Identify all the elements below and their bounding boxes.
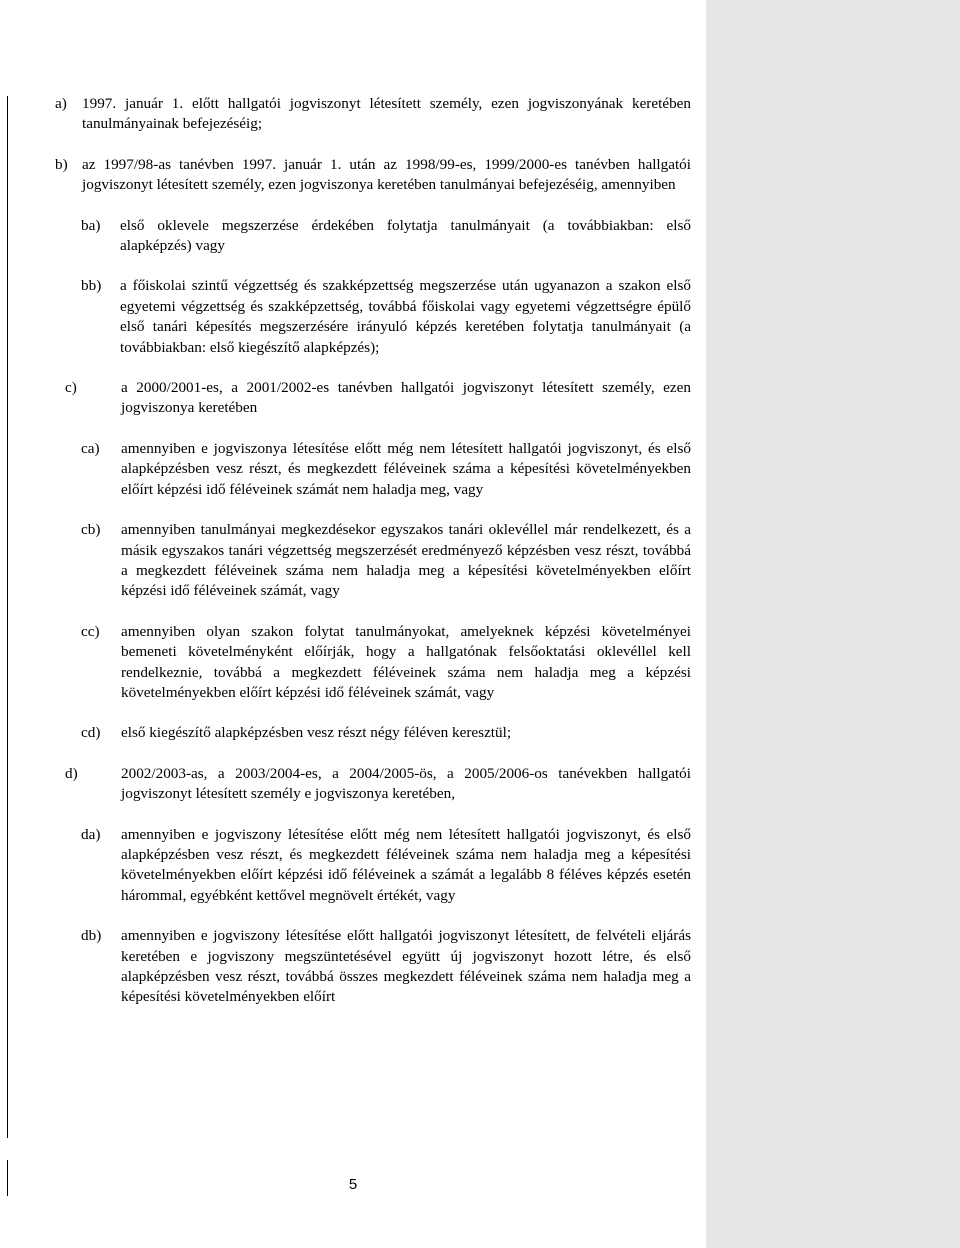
- item-label: ca): [81, 439, 100, 457]
- revision-change-bar: [7, 96, 8, 1138]
- document-body: [55, 94, 691, 1008]
- list-item-ca: [81, 439, 691, 500]
- item-text: amennyiben e jogviszony létesítése előtt hallgatói jogviszonyt létesített, de felvételi eljárás keretében e jogviszony megszüntetésével együtt új jogviszonyt hozott létre, és első alapképzésben vesz részt, továbbá összes megkezdett féléveinek száma nem haladja meg a képesítési követelményekben előírt: [121, 927, 691, 1006]
- item-label: d): [65, 764, 78, 782]
- comment-margin-panel: [706, 0, 960, 1248]
- list-item-ba: [81, 216, 691, 257]
- item-label: cb): [81, 521, 101, 539]
- item-label: c): [65, 379, 77, 397]
- item-text: amennyiben olyan szakon folytat tanulmányokat, amelyeknek képzési követelményei bemeneti követelményként előírják, hogy a hallgatónak felsőoktatási oklevéllel kell rendelkeznie, továbbá a megkezdett féléveinek száma nem haladja meg a képzési követelményekben előírt képzési idő féléveinek számát, vagy: [121, 622, 691, 701]
- list-item-db: [81, 926, 691, 1008]
- item-text: első kiegészítő alapképzésben vesz részt négy féléven keresztül;: [121, 724, 512, 742]
- item-label: ba): [81, 216, 101, 234]
- list-item-bb: [81, 276, 691, 358]
- list-item-cc: [81, 622, 691, 704]
- list-item-d: [65, 764, 691, 805]
- item-text: amennyiben e jogviszonya létesítése előtt még nem létesített hallgatói jogviszonyt, és első alapképzésben vesz részt, és megkezdett féléveinek száma a képesítési követelményekben előírt képzési idő féléveinek számát nem haladja meg, vagy: [121, 439, 691, 498]
- list-item-a: [55, 94, 691, 135]
- list-item-cd: [81, 723, 691, 743]
- item-text: amennyiben e jogviszony létesítése előtt még nem létesített hallgatói jogviszonyt, és első alapképzésben vesz részt, és megkezdett féléveinek száma nem haladja meg a képesítési követelményekben előírt képzési idő féléveinek a számát a legalább 8 féléves képzés esetén hárommal, egyébként kettővel megnövelt értékét, vagy: [121, 825, 691, 904]
- item-text: 2002/2003-as, a 2003/2004-es, a 2004/2005-ös, a 2005/2006-os tanévekben hallgatói jogviszonyt létesített személy e jogviszonya keretében,: [121, 764, 691, 803]
- list-item-b: [55, 155, 691, 196]
- list-item-cb: [81, 520, 691, 602]
- item-text: amennyiben tanulmányai megkezdésekor egyszakos tanári oklevéllel már rendelkezett, és a másik egyszakos tanári végzettség megszerzését eredményező képzésben vesz részt, továbbá a megkezdett féléveinek száma nem haladja meg a képesítési követelményekben előírt képzési idő féléveinek számát, vagy: [121, 521, 691, 600]
- item-text: a 2000/2001-es, a 2001/2002-es tanévben hallgatói jogviszonyt létesített személy, ezen jogviszonya keretében: [121, 379, 691, 417]
- item-text: az 1997/98-as tanévben 1997. január 1. után az 1998/99-es, 1999/2000-es tanévben hallgatói jogviszonyt létesített személy, ezen jogviszonya keretében tanulmányai befejezéséig, amennyiben: [82, 155, 691, 194]
- item-label: cd): [81, 724, 101, 742]
- item-label: a): [55, 95, 67, 112]
- item-label: b): [55, 155, 68, 173]
- item-label: cc): [81, 622, 100, 640]
- page-number: 5: [348, 1176, 358, 1193]
- item-text: első oklevele megszerzése érdekében folytatja tanulmányait (a továbbiakban: első alapképzés) vagy: [120, 216, 691, 255]
- item-text: a főiskolai szintű végzettség és szakképzettség megszerzése után ugyanazon a szakon első egyetemi végzettség és szakképzettség, továbbá főiskolai vagy egyetemi végzettségre épülő első tanári képesítés megszerzésére irányuló képzés keretében folytatja tanulmányait (a továbbiakban: első kiegészítő alapképzés);: [120, 277, 691, 356]
- item-text: 1997. január 1. előtt hallgatói jogviszonyt létesített személy, ezen jogviszonyának keretében tanulmányainak befejezéséig;: [82, 95, 691, 133]
- item-label: bb): [81, 277, 102, 295]
- item-label: da): [81, 825, 101, 843]
- list-item-da: [81, 825, 691, 907]
- item-label: db): [81, 927, 102, 945]
- list-item-c: [65, 378, 691, 419]
